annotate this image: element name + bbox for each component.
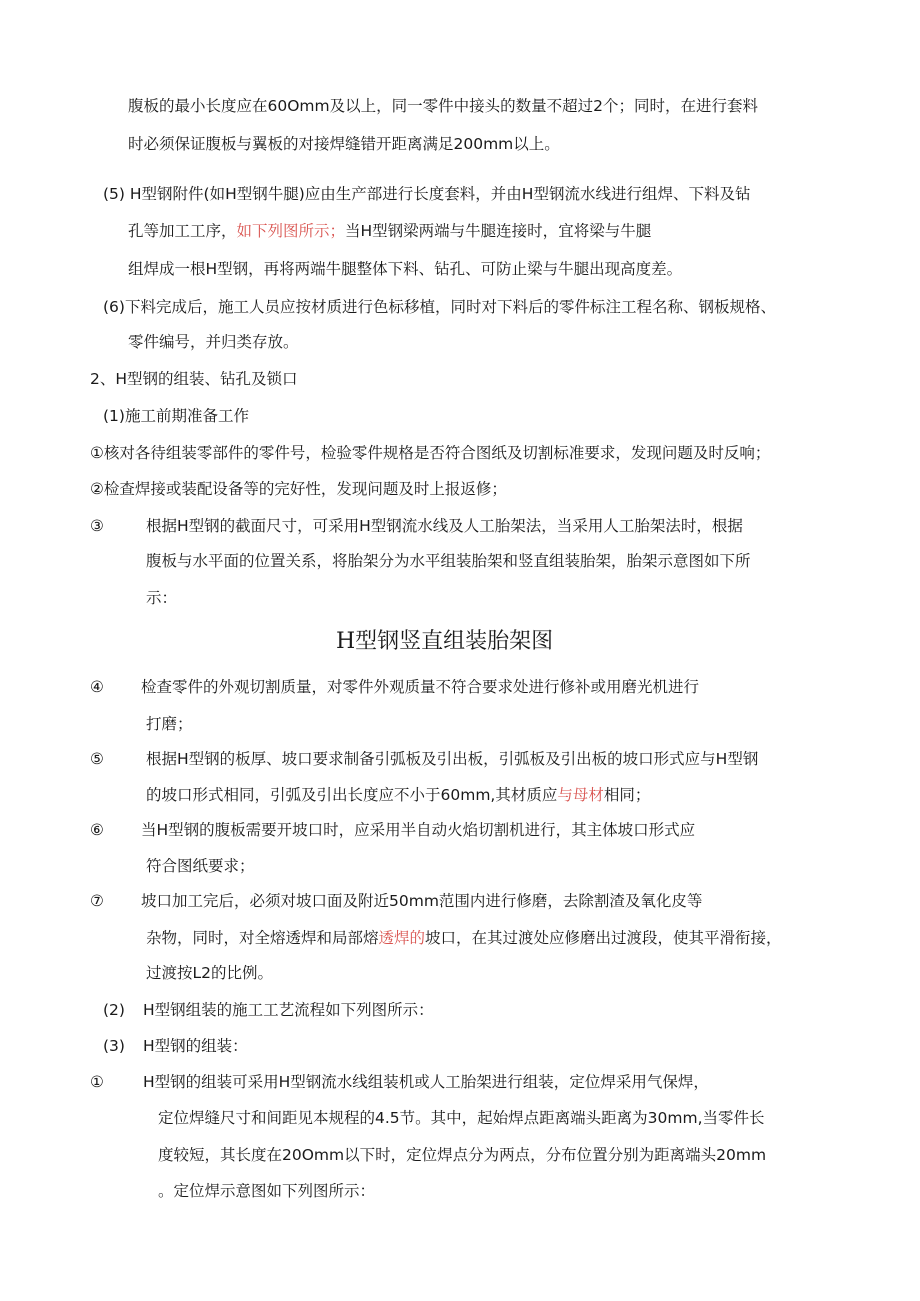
subsection-heading: (1)施工前期准备工作	[103, 407, 249, 425]
text-run: 的坡口形式相同，引弧及引出长度应不小于60mm,其材质应	[146, 786, 558, 804]
paragraph-line: ②检查焊接或装配设备等的完好性，发现问题及时上报返修；	[90, 480, 507, 498]
section-heading: 2、H型钢的组装、钻孔及锁口	[90, 370, 298, 388]
paragraph-line: 坡口加工完后，必须对坡口面及附近50mm范围内进行修磨，去除割渣及氧化皮等	[141, 892, 703, 910]
text-run: 杂物，同时，对全熔透焊和局部熔	[146, 929, 379, 947]
paragraph-line: 定位焊缝尺寸和间距见本规程的4.5节。其中，起始焊点距离端头距离为30mm,当零件长	[158, 1109, 765, 1127]
paragraph-line: 时必须保证腹板与翼板的对接焊缝错开距离满足200mm以上。	[128, 135, 560, 153]
paragraph-line	[128, 220, 651, 242]
paragraph-line: (6)下料完成后，施工人员应按材质进行色标移植，同时对下料后的零件标注工程名称、钢板规格、	[103, 298, 776, 316]
paragraph-line	[146, 784, 650, 806]
highlighted-text: 如下列图所示；	[236, 222, 346, 240]
paragraph-line: ①核对各待组装零部件的零件号，检验零件规格是否符合图纸及切割标准要求，发现问题及时反响；	[90, 444, 771, 462]
paragraph-line: 根据H型钢的截面尺寸，可采用H型钢流水线及人工胎架法，当采用人工胎架法时，根据	[146, 517, 743, 535]
list-number: ①	[90, 1073, 104, 1091]
list-number: ⑥	[90, 821, 104, 839]
paragraph-line: H型钢组装的施工工艺流程如下列图所示：	[143, 1001, 434, 1019]
paragraph-line: 度较短，其长度在20Omm以下时，定位焊点分为两点，分布位置分别为距离端头20mm	[158, 1146, 767, 1164]
figure-title: H型钢竖直组装胎架图	[336, 629, 554, 654]
list-number: (2)	[103, 1001, 125, 1019]
list-number: ⑤	[90, 750, 104, 768]
paragraph-line	[146, 927, 782, 949]
list-number: (3)	[103, 1037, 125, 1055]
text-run: 坡口，在其过渡处应修磨出过渡段，使其平滑衔接，	[425, 929, 782, 947]
list-number: ④	[90, 678, 104, 696]
text-run: 相同；	[603, 786, 651, 804]
paragraph-line: 腹板的最小长度应在60Omm及以上，同一零件中接头的数量不超过2个；同时，在进行套料	[128, 97, 758, 115]
text-run: 当H型钢梁两端与牛腿连接时，宜将梁与牛腿	[345, 222, 652, 240]
paragraph-line: 。定位焊示意图如下列图所示：	[158, 1182, 376, 1200]
paragraph-line: 示：	[146, 589, 178, 607]
paragraph-line: 根据H型钢的板厚、坡口要求制备引弧板及引出板，引弧板及引出板的坡口形式应与H型钢	[146, 750, 759, 768]
paragraph-line: 组焊成一根H型钢，再将两端牛腿整体下料、钻孔、可防止梁与牛腿出现高度差。	[128, 260, 683, 278]
paragraph-line: H型钢的组装：	[143, 1037, 248, 1055]
paragraph-line: 过渡按L2的比例。	[146, 964, 273, 982]
list-number: ③	[90, 517, 104, 535]
paragraph-line: H型钢的组装可采用H型钢流水线组装机或人工胎架进行组装，定位焊采用气保焊，	[143, 1073, 709, 1091]
paragraph-line: 打磨；	[146, 715, 193, 733]
list-number: ⑦	[90, 892, 104, 910]
paragraph-line: 零件编号，并归类存放。	[128, 333, 299, 351]
text-run: 孔等加工工序，	[128, 222, 237, 240]
highlighted-text: 与母材	[557, 786, 604, 804]
paragraph-line: 检查零件的外观切割质量，对零件外观质量不符合要求处进行修补或用磨光机进行	[141, 678, 700, 696]
paragraph-line: 腹板与水平面的位置关系，将胎架分为水平组装胎架和竖直组装胎架，胎架示意图如下所	[146, 552, 751, 570]
highlighted-text: 透焊的	[378, 929, 426, 947]
paragraph-line: 当H型钢的腹板需要开坡口时，应采用半自动火焰切割机进行，其主体坡口形式应	[141, 821, 696, 839]
paragraph-line: 符合图纸要求；	[146, 857, 255, 875]
paragraph-line: (5) H型钢附件(如H型钢牛腿)应由生产部进行长度套料，并由H型钢流水线进行组焊、下料及钻	[103, 185, 751, 203]
